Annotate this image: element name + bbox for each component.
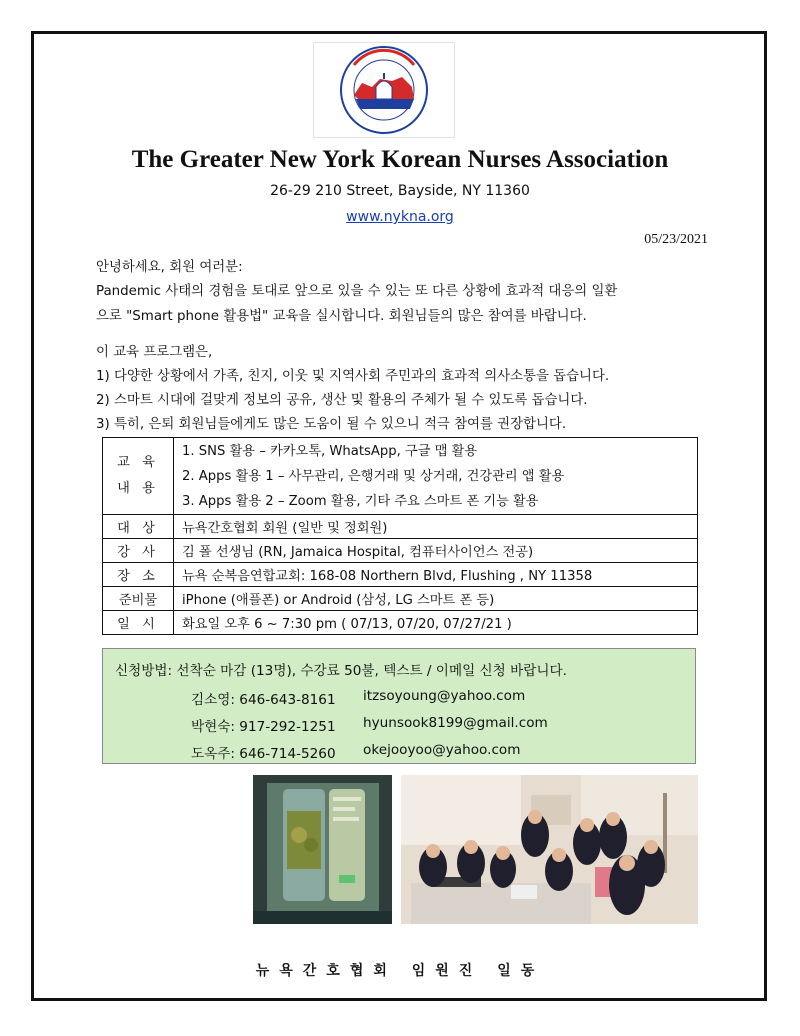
edu-content-label: 교 육 내 용 <box>103 438 174 515</box>
row-label: 일 시 <box>103 611 174 635</box>
contact-name-phone: 박현숙: 917-292-1251 <box>191 719 336 735</box>
row-value: iPhone (애플폰) or Android (삼성, LG 스마트 폰 등) <box>174 587 698 611</box>
signature-line: 뉴욕간호협회 임원진 일동 <box>255 963 545 979</box>
table-row <box>103 587 698 611</box>
application-box <box>102 648 696 764</box>
program-point: 2) 스마트 시대에 걸맞게 정보의 공유, 생산 및 활용의 주체가 될 수 있도록 돕습니다. <box>96 393 588 408</box>
table-row <box>103 515 698 539</box>
smartphone-screen-photo <box>253 775 392 924</box>
edu-item: 2. Apps 활용 1 – 사무관리, 은행거래 및 상거래, 건강관리 앱 활용 <box>182 468 565 484</box>
table-row <box>103 539 698 563</box>
contact-name-phone: 김소영: 646-643-8161 <box>191 692 336 708</box>
logo-seal-icon <box>314 43 454 137</box>
program-point: 3) 특히, 은퇴 회원님들에게도 많은 도움이 될 수 있으니 적극 참여를 권장합니다. <box>96 417 567 432</box>
contact-email[interactable]: hyunsook8199@gmail.com <box>363 715 548 731</box>
intro-line-2: 으로 "Smart phone 활용법" 교육을 실시합니다. 회원님들의 많은 참여를 바랍니다. <box>96 309 587 324</box>
contact-name-phone: 도옥주: 646-714-5260 <box>191 746 336 762</box>
website-link[interactable]: www.nykna.org <box>346 209 454 225</box>
row-label: 준비물 <box>103 587 174 611</box>
table-row <box>103 563 698 587</box>
contact-email[interactable]: itzsoyoung@yahoo.com <box>363 688 526 704</box>
program-point: 1) 다양한 상황에서 가족, 친지, 이웃 및 지역사회 주민과의 효과적 의사소통을 돕습니다. <box>96 369 610 384</box>
row-value: 뉴욕간호협회 회원 (일반 및 정회원) <box>174 515 698 539</box>
row-value: 뉴욕 순복음연합교회: 168-08 Northern Blvd, Flushing , NY 11358 <box>174 563 698 587</box>
table-row <box>103 611 698 635</box>
edu-content-cell <box>174 438 698 515</box>
row-label: 강 사 <box>103 539 174 563</box>
row-label: 대 상 <box>103 515 174 539</box>
association-logo <box>313 42 455 138</box>
letter-date: 05/23/2021 <box>644 232 708 247</box>
edu-item: 1. SNS 활용 – 카카오톡, WhatsApp, 구글 맵 활용 <box>182 443 478 459</box>
association-title: The Greater New York Korean Nurses Association <box>131 146 669 173</box>
association-address: 26-29 210 Street, Bayside, NY 11360 <box>270 183 530 199</box>
edu-item: 3. Apps 활용 2 – Zoom 활용, 기타 주요 스마트 폰 기능 활용 <box>182 493 539 509</box>
greeting: 안녕하세요, 회원 여러분: <box>96 260 243 275</box>
table-row <box>103 438 698 515</box>
contact-email[interactable]: okejooyoo@yahoo.com <box>363 742 521 758</box>
row-value: 화요일 오후 6 ~ 7:30 pm ( 07/13, 07/20, 07/27/21 ) <box>174 611 698 635</box>
program-info-table <box>102 437 698 635</box>
row-label: 장 소 <box>103 563 174 587</box>
class-group-photo <box>401 775 698 924</box>
application-method: 신청방법: 선착순 마감 (13명), 수강료 50불, 텍스트 / 이메일 신청 바랍니다. <box>115 663 567 679</box>
row-value: 김 폴 선생님 (RN, Jamaica Hospital, 컴퓨터사이언스 전공) <box>174 539 698 563</box>
program-heading: 이 교육 프로그램은, <box>96 345 213 360</box>
intro-line-1: Pandemic 사태의 경험을 토대로 앞으로 있을 수 있는 또 다른 상황에 효과적 대응의 일환 <box>96 284 618 299</box>
